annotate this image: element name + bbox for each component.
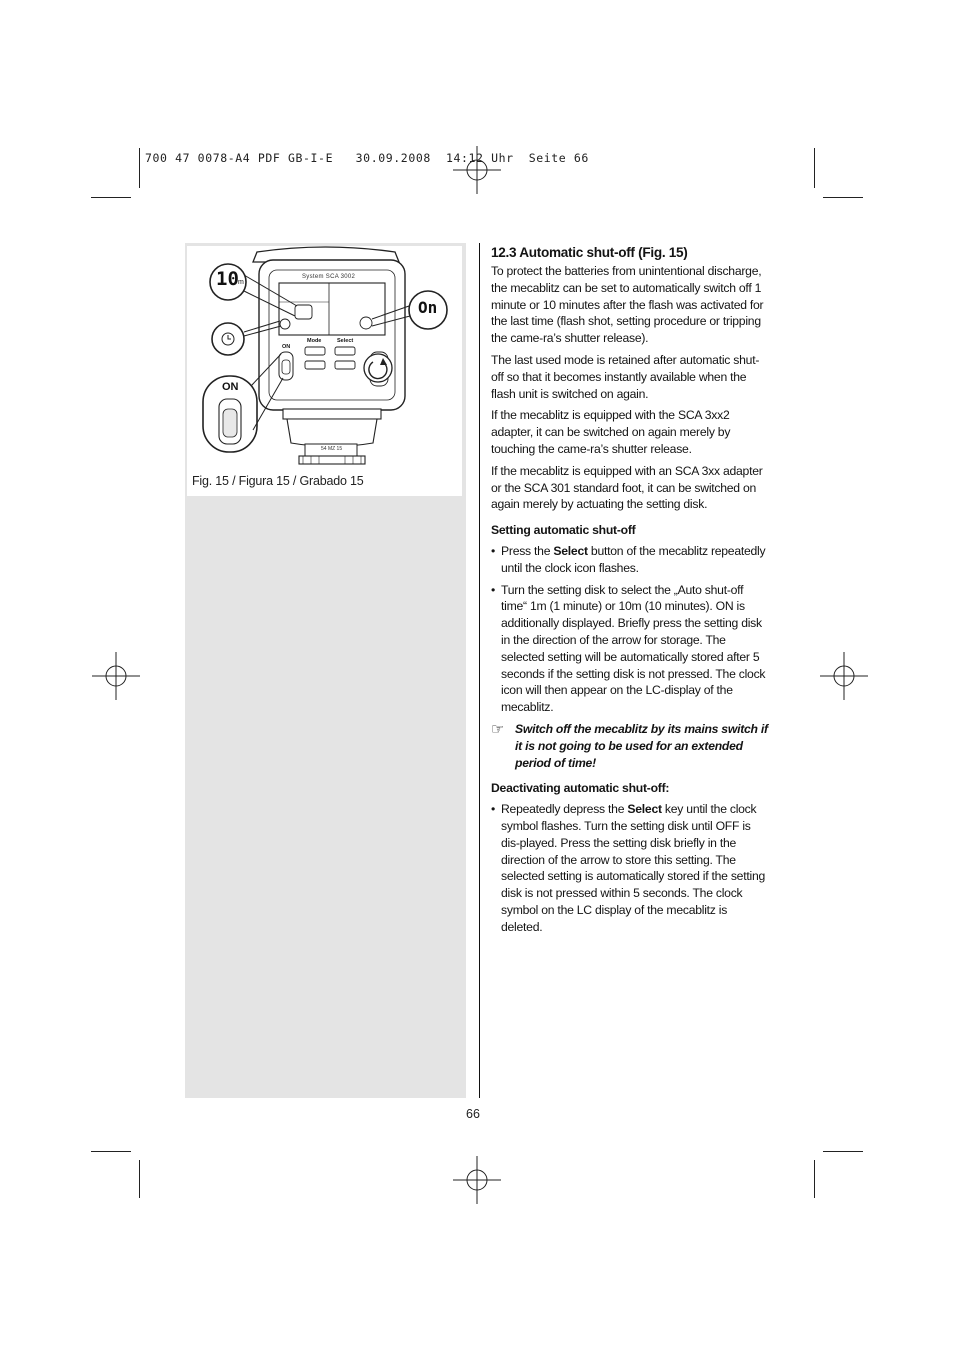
bullet-marker: •: [491, 582, 496, 597]
figure-label-on-switch: ON: [222, 381, 239, 393]
figure-label-mode: Mode: [307, 338, 322, 344]
figure-label-select: Select: [337, 338, 354, 344]
paragraph: If the mecablitz is equipped with the SCA 3xx2 adapter, it can be switched on again merely by touching the came-ra’s shutter release.: [491, 408, 731, 456]
crop-mark: [91, 1151, 131, 1152]
print-slug-line: 700 47 0078-A4 PDF GB-I-E 30.09.2008 14:12 Uhr Seite 66: [145, 151, 589, 165]
setting-heading: Setting automatic shut-off: [491, 523, 636, 538]
crop-mark: [91, 197, 131, 198]
crop-mark: [139, 148, 140, 188]
crop-mark: [823, 1151, 863, 1152]
paragraph: The last used mode is retained after automatic shut-off so that it becomes instantly available when the flash unit is switched on again.: [491, 352, 760, 401]
deactivating-heading: Deactivating automatic shut-off:: [491, 781, 670, 796]
figure-label-on-display: On: [418, 298, 438, 317]
figure-label-ten: 10: [216, 268, 239, 290]
figure-caption: Fig. 15 / Figura 15 / Grabado 15: [192, 474, 364, 488]
section-title: 12.3 Automatic shut-off (Fig. 15): [491, 245, 688, 260]
warning-note: ☞ Switch off the mecablitz by its mains switch if it is not going to be used for an extended period of time!: [491, 720, 768, 770]
column-divider: [479, 243, 480, 1098]
figure-label-switch-on: ON: [282, 344, 291, 350]
registration-mark-icon: [453, 1156, 501, 1204]
list-item: • Press the Select button of the mecablitz repeatedly until the clock icon flashes.: [491, 543, 766, 575]
crop-mark: [814, 148, 815, 188]
paragraph: To protect the batteries from unintentional discharge, the mecablitz can be set to automatically switch off 1 minute or 10 minutes after the flash was activated for the last time (flash shot, setting procedure or tripping the came-ra’s shutter release).: [491, 264, 764, 346]
page-number: 66: [466, 1107, 480, 1121]
registration-mark-icon: [92, 652, 140, 700]
paragraph: If the mecablitz is equipped with an SCA 3xx adapter or the SCA 301 standard foot, it can be switched on again merely by actuating the setting disk.: [491, 463, 763, 512]
crop-mark: [139, 1160, 140, 1198]
crop-mark: [823, 197, 863, 198]
registration-mark-icon: [820, 652, 868, 700]
section-text-column: [491, 244, 771, 940]
figure-label-unit: m: [238, 279, 244, 286]
bullet-marker: •: [491, 802, 496, 817]
figure-label-foot: 54 MZ 15: [321, 446, 343, 452]
bullet-marker: •: [491, 543, 496, 558]
registration-mark-icon: [453, 146, 501, 194]
figure-label-model: System SCA 3002: [302, 274, 356, 280]
list-item: • Turn the setting disk to select the „Auto shut-off time“ 1m (1 minute) or 10m (10 minutes). ON is additionally displayed. Briefly press the setting disk in the direction of the arrow for storage. The selected setting will be automatically stored after 5 seconds if the setting disk is not pressed. The clock icon will then appear on the LC-display of the mecablitz.: [491, 582, 766, 715]
figure-box: [187, 246, 462, 496]
list-item: • Repeatedly depress the Select key until the clock symbol flashes. Turn the setting disk until OFF is dis-played. Press the setting disk briefly in the direction of the arrow to store this setting. The selected setting is automatically stored if the setting disk is not pressed within 5 seconds. The clock symbol on the LC display of the mecablitz is deleted.: [491, 802, 765, 934]
pointing-hand-icon: ☞: [491, 720, 505, 738]
crop-mark: [814, 1160, 815, 1198]
